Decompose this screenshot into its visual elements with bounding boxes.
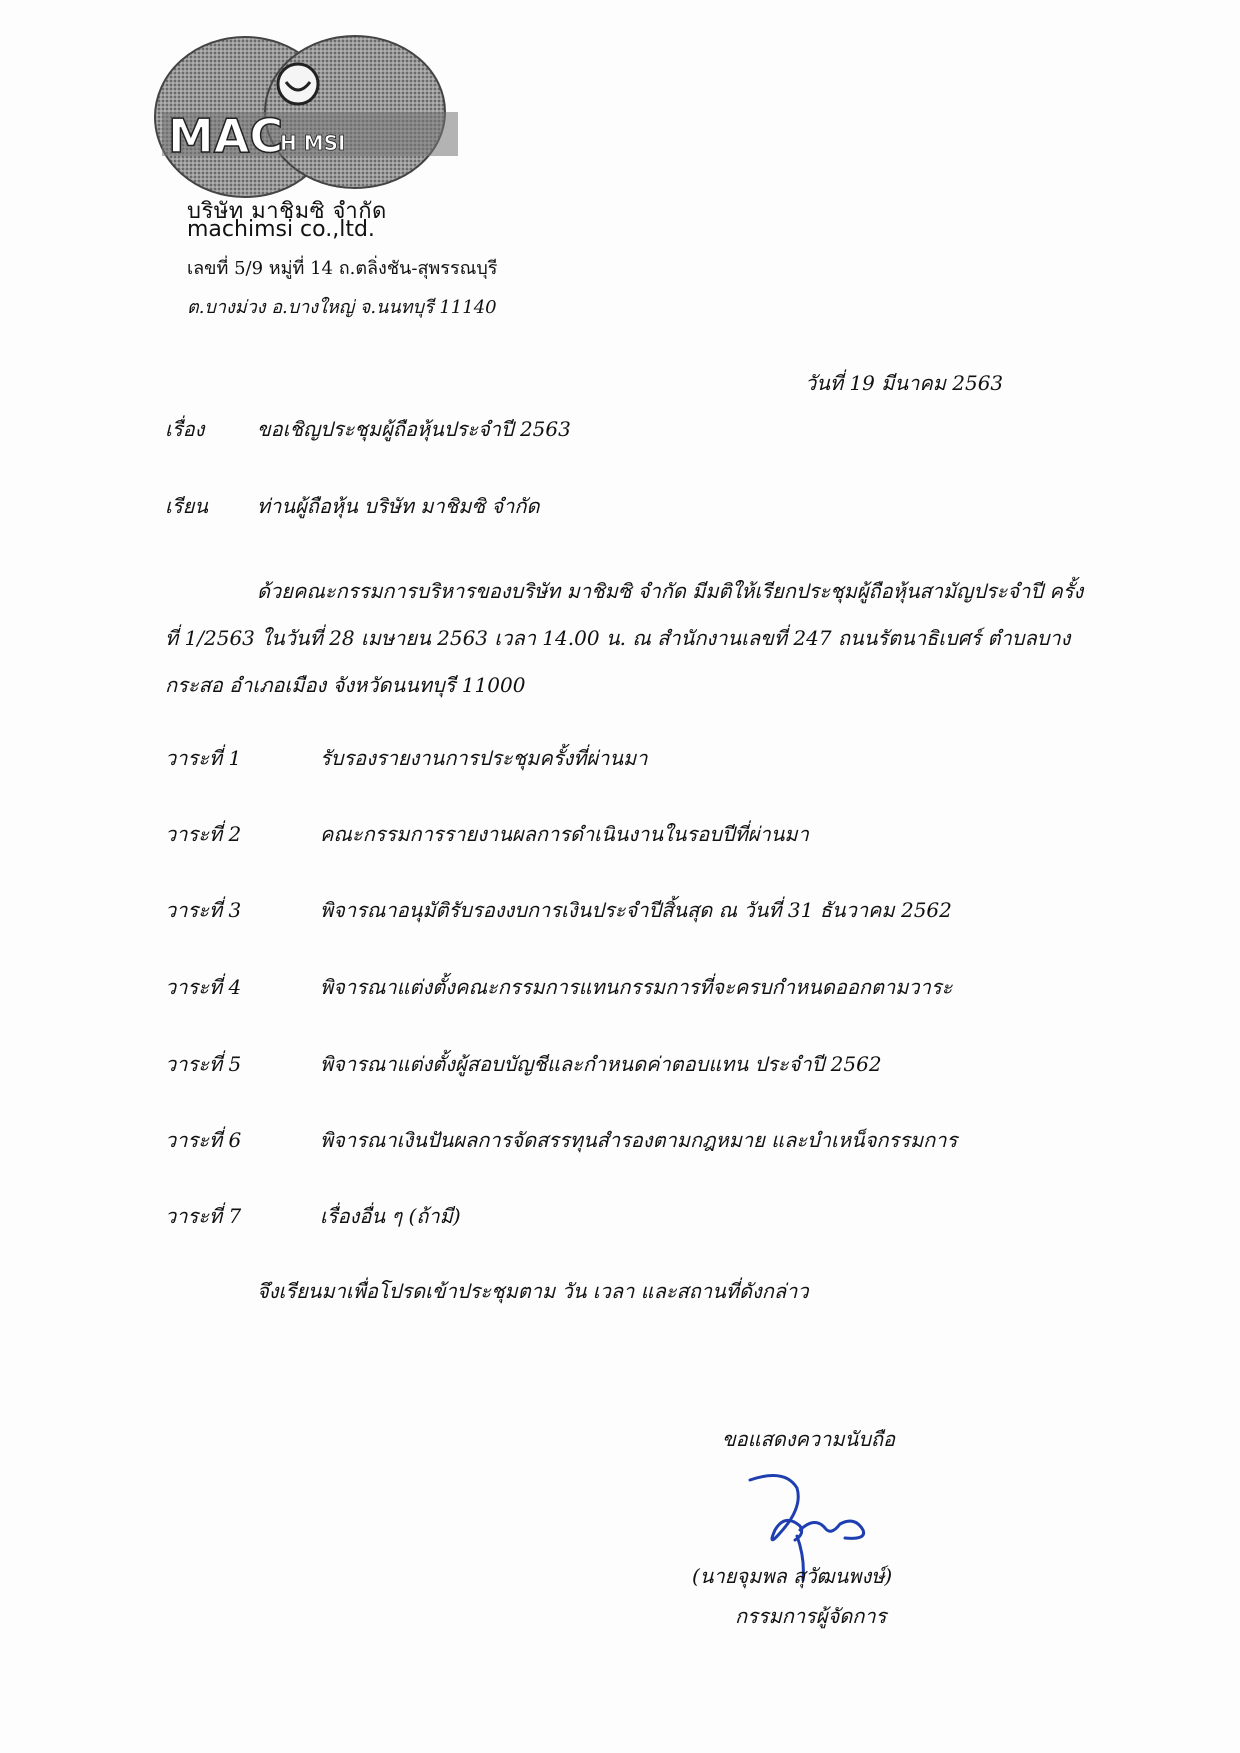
address-line-1: เลขที่ 5/9 หมู่ที่ 14 ถ.ตลิ่งชัน-สุพรรณบุรี (187, 258, 498, 279)
letter-date: วันที่ 19 มีนาคม 2563 (805, 371, 1004, 395)
signer-name: (นายจุมพล สุวัฒนพงษ์) (692, 1564, 893, 1588)
logo-main-text: MAC (168, 109, 284, 163)
subject-label: เรื่อง (165, 417, 205, 441)
recipient-label: เรียน (165, 494, 208, 518)
company-logo (150, 32, 470, 202)
agenda-label: วาระที่ 7 (165, 1204, 242, 1228)
subject-text: ขอเชิญประชุมผู้ถือหุ้นประจำปี 2563 (257, 417, 571, 441)
agenda-text: รับรองรายงานการประชุมครั้งที่ผ่านมา (320, 746, 648, 770)
agenda-text: เรื่องอื่น ๆ (ถ้ามี) (320, 1204, 461, 1228)
agenda-text: พิจารณาเงินปันผลการจัดสรรทุนสำรองตามกฎหมาย และบำเหน็จกรรมการ (320, 1128, 958, 1152)
smile-icon (278, 64, 318, 104)
agenda-text: พิจารณาแต่งตั้งผู้สอบบัญชีและกำหนดค่าตอบแทน ประจำปี 2562 (320, 1052, 882, 1076)
agenda-label: วาระที่ 1 (165, 746, 242, 770)
body-paragraph: ด้วยคณะกรรมการบริหารของบริษัท มาชิมซิ จำกัด มีมติให้เรียกประชุมผู้ถือหุ้นสามัญประจำปี ครั้งที่ 1/2563 ในวันที่ 28 เมษายน 2563 เวลา 14.00 น. ณ สำนักงานเลขที่ 247 ถนนรัตนาธิเบศร์ ตำบลบางกระสอ อำเภอเมือง จังหวัดนนทบุรี 11000 (165, 579, 1084, 697)
agenda-label: วาระที่ 3 (165, 898, 242, 922)
agenda-label: วาระที่ 6 (165, 1128, 242, 1152)
signer-title: กรรมการผู้จัดการ (735, 1604, 887, 1628)
logo-sub-text: H MSI (280, 131, 346, 155)
regards-text: ขอแสดงความนับถือ (722, 1427, 896, 1451)
agenda-text: พิจารณาแต่งตั้งคณะกรรมการแทนกรรมการที่จะครบกำหนดออกตามวาระ (320, 975, 953, 999)
company-name-thai: บริษัท มาชิมซิ จำกัด (187, 199, 387, 224)
recipient-text: ท่านผู้ถือหุ้น บริษัท มาชิมซิ จำกัด (257, 494, 540, 518)
agenda-label: วาระที่ 5 (165, 1052, 242, 1076)
agenda-text: พิจารณาอนุมัติรับรองงบการเงินประจำปีสิ้นสุด ณ วันที่ 31 ธันวาคม 2562 (320, 898, 952, 922)
agenda-text: คณะกรรมการรายงานผลการดำเนินงานในรอบปีที่ผ่านมา (320, 822, 809, 846)
agenda-label: วาระที่ 2 (165, 822, 242, 846)
address-line-2: ต.บางม่วง อ.บางใหญ่ จ.นนทบุรี 11140 (187, 297, 497, 318)
company-name-english: machimsi co.,ltd. (187, 217, 375, 242)
agenda-label: วาระที่ 4 (165, 975, 242, 999)
closing-line: จึงเรียนมาเพื่อโปรดเข้าประชุมตาม วัน เวลา และสถานที่ดังกล่าว (257, 1279, 809, 1303)
